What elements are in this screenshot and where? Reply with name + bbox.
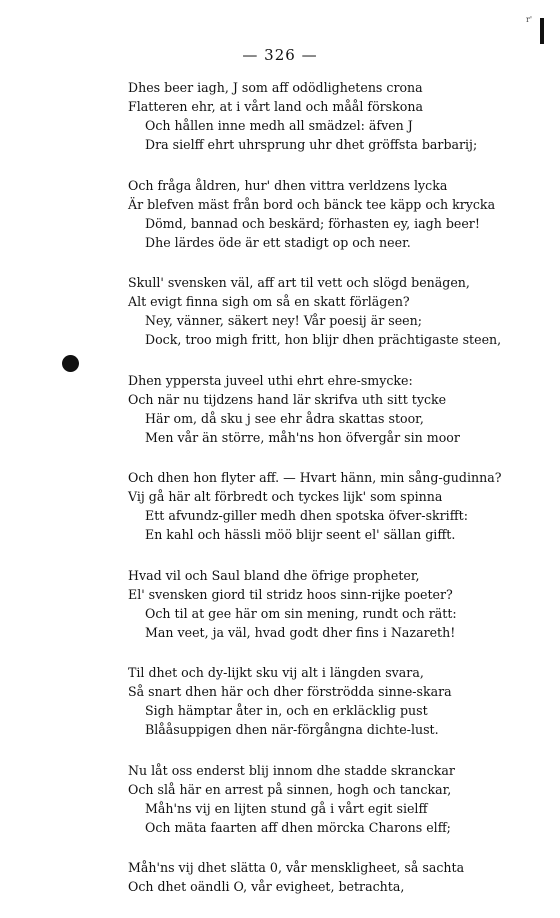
poem-line: Flatteren ehr, at i vårt land och måål förskona (128, 99, 423, 114)
poem-line: Och fråga åldren, hur' dhen vittra verldzens lycka (128, 177, 448, 193)
poem-line: En kahl och hässli möö blijr seent el' sällan gifft. (145, 527, 456, 542)
poem-line: Blååsuppigen dhen när-förgångna dichte-lust. (145, 722, 439, 737)
stanza (128, 371, 508, 447)
poem-line: Och dhen hon flyter aff. — Hvart hänn, min sång-gudinna? (128, 470, 502, 485)
stanza (128, 566, 508, 642)
poem-line: Och när nu tijdzens hand lär skrifva uth sitt tycke (128, 391, 447, 407)
poem-line: Dömd, bannad och beskärd; förhasten ey, iagh beer! (145, 215, 480, 231)
poem-line: Dra sielff ehrt uhrsprung uhr dhet gröffsta barbarij; (145, 137, 478, 152)
poem-line: Man veet, ja väl, hvad godt dher fins i Nazareth! (145, 624, 456, 640)
poem-line: Men vår än större, måh'ns hon öfvergår sin moor (145, 429, 460, 445)
poem-line: Och hållen inne medh all smädzel: äfven J (145, 118, 413, 133)
poem-line: Här om, då sku j see ehr ådra skattas stoor, (145, 410, 424, 426)
poem-line: Nu låt oss enderst blij innom dhe stadde skranckar (128, 762, 455, 778)
poem-line: Och mäta faarten aff dhen mörcka Charons elff; (145, 819, 451, 835)
poem-line: Och til at gee här om sin mening, rundt och rätt: (145, 605, 457, 621)
poem-line: Dhes beer iagh, J som aff odödlighetens crona (128, 80, 423, 95)
stanza (128, 273, 508, 349)
stanza (128, 78, 508, 154)
corner-bar-mark (540, 18, 544, 44)
stanza (128, 858, 508, 896)
poem-line: Är blefven mäst från bord och bänck tee käpp och krycka (128, 196, 496, 212)
poem-line: Och dhet oändli O, vår evigheet, betrachta, (128, 879, 405, 894)
poem-line: Dhen yppersta juveel uthi ehrt ehre-smycke: (128, 372, 413, 388)
stanza (128, 176, 508, 252)
poem-line: Skull' svensken väl, aff art til vett och slögd benägen, (128, 275, 470, 290)
poem-body (128, 78, 508, 918)
poem-line: Dock, troo migh fritt, hon blijr dhen prächtigaste steen, (145, 332, 502, 347)
stanza (128, 761, 508, 837)
stanza (128, 468, 508, 544)
poem-line: Och slå här en arrest på sinnen, hogh och tanckar, (128, 781, 452, 797)
page-number: — 326 — (242, 46, 318, 64)
poem-line: El' svensken giord til stridz hoos sinn-rijke poeter? (128, 586, 453, 602)
stanza (128, 663, 508, 739)
poem-line: Vij gå här alt förbredt och tyckes lijk' som spinna (128, 489, 443, 504)
poem-line: Dhe lärdes öde är ett stadigt op och neer. (145, 234, 411, 250)
poem-line: Ett afvundz-giller medh dhen spotska öfver-skrifft: (145, 508, 468, 523)
poem-line: Ney, vänner, säkert ney! Vår poesij är seen; (145, 313, 422, 328)
poem-line: Hvad vil och Saul bland dhe öfrige propheter, (128, 567, 420, 583)
poem-line: Måh'ns vij en lijten stund gå i vårt egit sielff (145, 800, 428, 816)
corner-tick-mark: r' (526, 15, 533, 24)
poem-line: Til dhet och dy-lijkt sku vij alt i längden svara, (128, 665, 424, 680)
poem-line: Alt evigt finna sigh om så en skatt förlägen? (128, 294, 410, 309)
ink-blot (62, 355, 79, 372)
poem-line: Måh'ns vij dhet slätta 0, vår menskligheet, så sachta (128, 860, 465, 875)
poem-line: Så snart dhen här och dher förströdda sinne-skara (128, 684, 452, 699)
poem-line: Sigh hämptar åter in, och en erkläcklig pust (145, 703, 428, 718)
